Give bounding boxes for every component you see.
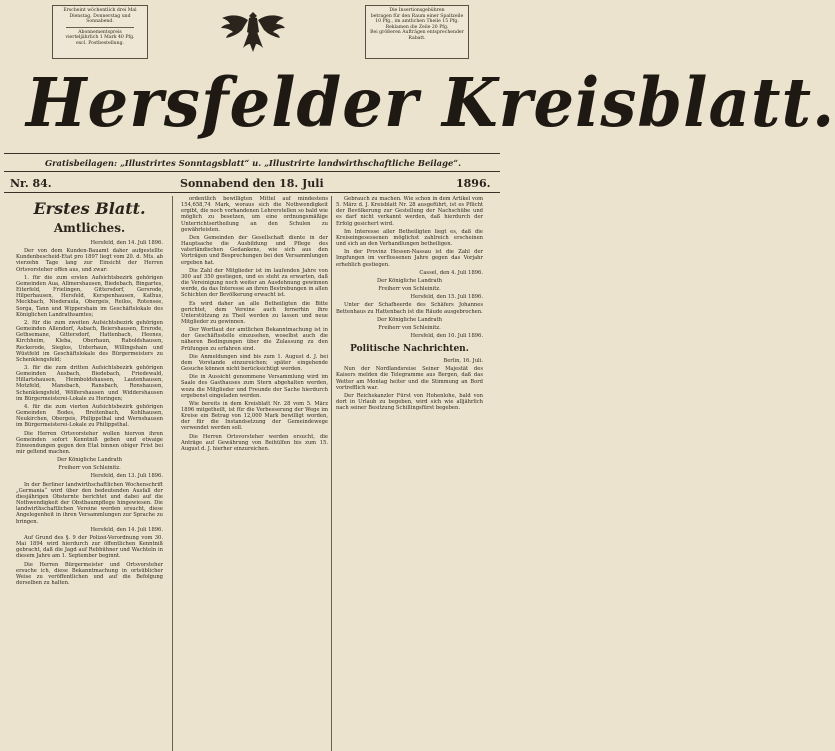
rates-title: Die Insertionsgebühren — [389, 8, 445, 13]
dateline-paragraph: Berlin, 16. Juli. — [443, 358, 483, 365]
article-paragraph: Nun der Nordlandsreise Seiner Majestät des Kaisers melden die Telegramme aus Bergen, daß das Wetter am Montag heiter und die Stimmung an Bord vortrefflich war. — [336, 366, 483, 391]
article-paragraph: 4. für die zum vierten Aufsichtsbezirk gehörigen Gemeinden Bodes, Breitenbach, Kohlhausen, Neukirchen, Obergeis, Philippsthal und Wernshausen im Bürgermeisterei-Lokale zu Philippsthal. — [16, 403, 163, 429]
article-paragraph: 1. für die zum ersten Aufsichtsbezirk gehörigen Gemeinden Aua, Allmershausen, Biedebach, Bingartes, Eiterfeld, Frielingen, Gittersdorf, Gersrode, Hilperhausen, Hersfeld, Kerspenhausen, Kathus, Meckbach, Niederaula, Obergeis, Reilos, Rotensee, Sorga, Tann und Wippershain im Geschäftslokale des Königlichen Landrathsamtes; — [16, 274, 163, 318]
signature-title: Der Königliche Landrath — [376, 277, 443, 284]
divider — [66, 27, 134, 28]
article-paragraph: Die Herren Ortsvorsteher wollen hiervon ihren Gemeinden sofort Kenntniß geben und etwaige Einwendungen gegen den Etat binnen obiger Frist bei mir geltend machen. — [16, 430, 163, 455]
newspaper-masthead: Hersfelder Kreisblatt. — [26, 64, 835, 143]
dateline-paragraph: Hersfeld, den 14. Juli 1896. — [90, 526, 163, 533]
rates-line-4: Bei größeren Aufträgen entsprechender — [370, 30, 464, 36]
article-paragraph: Der von dem Kunden-Bauamt daher aufgestellte Kundenbescheid-Etat pro 1897 liegt vom 20. d. Mts. ab vierzehn Tage lang zur Einsicht der Herren Ortsvorsteher offen aus, und zwar: — [16, 248, 163, 273]
article-paragraph: Die Zahl der Mitglieder ist im laufenden Jahre von 300 auf 350 gestiegen, und es steht zu erwarten, daß die Vereinigung noch weiter an Ausdehnung gewinnen werde, da das Interesse an ihren Bestrebungen in allen Schichten der Bevölkerung erwacht ist. — [181, 267, 328, 299]
article-paragraph: Die Herren Ortsvorsteher werden ersucht, die Anträge auf Gewährung von Beihülfen bis zum 15. August d. J. hierher einzureichen. — [181, 433, 328, 452]
issue-date: Sonnabend den 18. Juli — [180, 177, 324, 190]
article-paragraph: In der Berliner landwirthschaftlichen Wochenschrift „Germania“ wird über den bedeutenden Ausfall der diesjährigen Obsternte berichtet und dabei auf die Nothwendigkeit der Obstbaumpflege hingewiesen. Die landwirthschaftlichen Vereine werden ersucht, diese Angelegenheit in ihren Versammlungen zur Sprache zu bringen. — [16, 481, 163, 525]
signature-name: Freiherr von Schleinitz. — [378, 286, 441, 293]
article-paragraph: Die Herren Bürgermeister und Ortsvorsteher ersuche ich, diese Bekanntmachung in ortsüblicher Weise zu veröffentlichen und auf die Befolgung derselben zu halten. — [16, 561, 163, 586]
rates-line-2: 10 Pfg., im amtlichen Theile 15 Pfg. — [375, 19, 459, 25]
dateline-paragraph: Cassel, den 4. Juli 1896. — [419, 269, 483, 276]
subscription-info-box — [52, 5, 148, 59]
column-1 — [16, 196, 163, 751]
article-paragraph: 3. für die zum dritten Aufsichtsbezirk gehörigen Gemeinden Ausbach, Biedebach, Friedewald, Hillartshausen, Heimboldshausen, Lautenhausen, Motzfeld, Mansbach, Ransbach, Ronshausen, Schenklengsfeld, Wölfershausen und Widdershausen im Bürgermeisterei-Lokale zu Heringen; — [16, 364, 163, 402]
dateline-paragraph: Hersfeld, den 10. Juli 1896. — [410, 332, 483, 339]
dateline-paragraph: Hersfeld, den 13. Juli 1896. — [90, 473, 163, 480]
rates-line-5: Rabatt. — [408, 35, 426, 41]
eagle-emblem-icon — [218, 8, 288, 56]
subscription-note: excl. Postbestellung. — [76, 40, 124, 46]
article-paragraph: In der Provinz Hessen-Nassau ist die Zahl der Impfungen im verflossenen Jahre gegen das Vorjahr erheblich gestiegen. — [336, 249, 483, 268]
article-paragraph: Im Interesse aller Betheiligten liegt es, daß die Kreiseingesessenen möglichst zahlreich erscheinen und sich an den Verhandlungen betheiligen. — [336, 228, 483, 248]
article-paragraph: ordentlich bewilligten Mittel auf mindestens 154,658,74 Mark, woraus sich die Nothwendigkeit ergibt, die noch vorhandenen Lehrerstellen so bald wie möglich zu besetzen, um eine ordnungsmäßige Unterrichtsertheilung an den Schulen zu gewährleisten. — [181, 196, 328, 233]
supplements-subtitle: Gratisbeilagen: „Illustrirtes Sonntagsblatt“ u. „Illustrirte landwirthschaftliche Beilage“. — [44, 158, 462, 168]
article-paragraph: Die Anmeldungen sind bis zum 1. August d. J. bei dem Vorstande einzureichen; später eingehende Gesuche können nicht berücksichtigt werden. — [181, 353, 328, 373]
section-heading-erstes-blatt: Erstes Blatt. — [33, 199, 146, 218]
issue-number: Nr. 84. — [10, 177, 52, 190]
publication-days: Dienstag, Donnerstag und Sonnabend. — [69, 13, 131, 25]
issue-year: 1896. — [456, 177, 491, 190]
article-paragraph: 2. für die zum zweiten Aufsichtsbezirk gehörigen Gemeinden Allendorf, Asbach, Beiershausen, Ersrode, Gethsemane, Gittersdorf, Hattenbach, Heenes, Kirchheim, Kleba, Oberhaun, Raboldshausen, Reckerode, Sieglos, Unterhaun, Willingshain und Wüstfeld im Geschäftslokale des Bürgermeisters zu Schenklengsfeld; — [16, 319, 163, 363]
column-3 — [336, 196, 483, 751]
section-heading-politische-nachrichten: Politische Nachrichten. — [350, 344, 469, 355]
column-rule — [172, 196, 173, 751]
rates-line-1: betragen für den Raum einer Spaltzeile — [370, 13, 464, 19]
subscription-price: vierteljährlich 1 Mark 40 Pfg. — [65, 35, 135, 41]
article-paragraph: Gebrauch zu machen. Wie schon in dem Artikel vom 5. März d. J. Kreisblatt Nr. 28 ausgeführt, ist es Pflicht der Bevölkerung zur Gestellung der Nachschübe und es darf nicht verkannt werden, daß hierdurch der Erfolg gesichert wird. — [336, 196, 483, 227]
article-paragraph: Der Reichskanzler Fürst von Hohenlohe, bald von dort in Urlaub zu begeben, wird sich wie alljährlich nach seiner Besitzung Schillingsfürst begeben. — [336, 392, 483, 412]
dateline-paragraph: Hersfeld, den 14. Juli 1896. — [90, 240, 163, 246]
signature-title: Der Königliche Landrath — [56, 457, 123, 464]
section-heading-amtliches: Amtliches. — [53, 221, 126, 235]
signature-title: Der Königliche Landrath — [376, 316, 443, 323]
article-paragraph: Auf Grund des §. 9 der Polizei-Verordnung vom 30. Mai 1894 wird hierdurch zur öffentlichen Kenntniß gebracht, daß die Jagd auf Rebhühner und Wachteln in diesem Jahre am 1. September beginnt. — [16, 534, 163, 560]
subtitle-rule — [4, 171, 500, 172]
article-paragraph: Es wird daher an alle Betheiligten die Bitte gerichtet, dem Vereine auch fernerhin ihre Unterstützung zu Theil werden zu lassen und neue Mitglieder zu gewinnen. — [181, 300, 328, 325]
article-paragraph: Die in Aussicht genommene Versammlung wird im Saale des Gasthauses zum Stern abgehalten werden, wozu die Mitglieder und Freunde der Sache hierdurch ergebenst eingeladen werden. — [181, 374, 328, 399]
subscription-label: Abonnementspreis — [78, 29, 122, 35]
article-paragraph: Unter der Schafheerde des Schäfers Johannes Bettenhaus zu Hattenbach ist die Räude ausgebrochen. — [336, 302, 483, 315]
masthead-rule — [4, 153, 500, 154]
column-2 — [181, 196, 328, 751]
rates-line-3: Reklamen die Zeile 20 Pfg. — [385, 24, 449, 30]
column-rule — [331, 196, 332, 751]
dateline-paragraph: Hersfeld, den 15. Juli 1896. — [410, 294, 483, 301]
article-paragraph: Der Wortlaut der amtlichen Bekanntmachung ist in der Geschäftsstelle einzusehen, woselbst auch die näheren Bedingungen über die Zulassung zu den Prüfungen zu erfahren sind. — [181, 327, 328, 352]
article-paragraph: Den Gemeinden der Gesellschaft diente in der Hauptsache die Ausbildung und Pflege des vaterländischen Gedankens, wie sich aus den Vorträgen und Besprechungen bei den Versammlungen ergeben hat. — [181, 234, 328, 266]
article-paragraph: Wie bereits in dem Kreisblatt Nr. 28 vom 5. März 1896 mitgetheilt, ist für die Verbesserung der Wege im Kreise ein Betrag von 12,000 Mark bewilligt worden, der für die Instandsetzung der Gemeindewege verwendet werden soll. — [181, 400, 328, 432]
publication-schedule: Erscheint wöchentlich drei Mal — [63, 8, 137, 13]
signature-name: Freiherr von Schleinitz. — [58, 465, 121, 472]
dateline-rule — [4, 192, 500, 193]
advertising-rates-box — [365, 5, 469, 59]
signature-name: Freiherr von Schleinitz. — [378, 324, 441, 331]
